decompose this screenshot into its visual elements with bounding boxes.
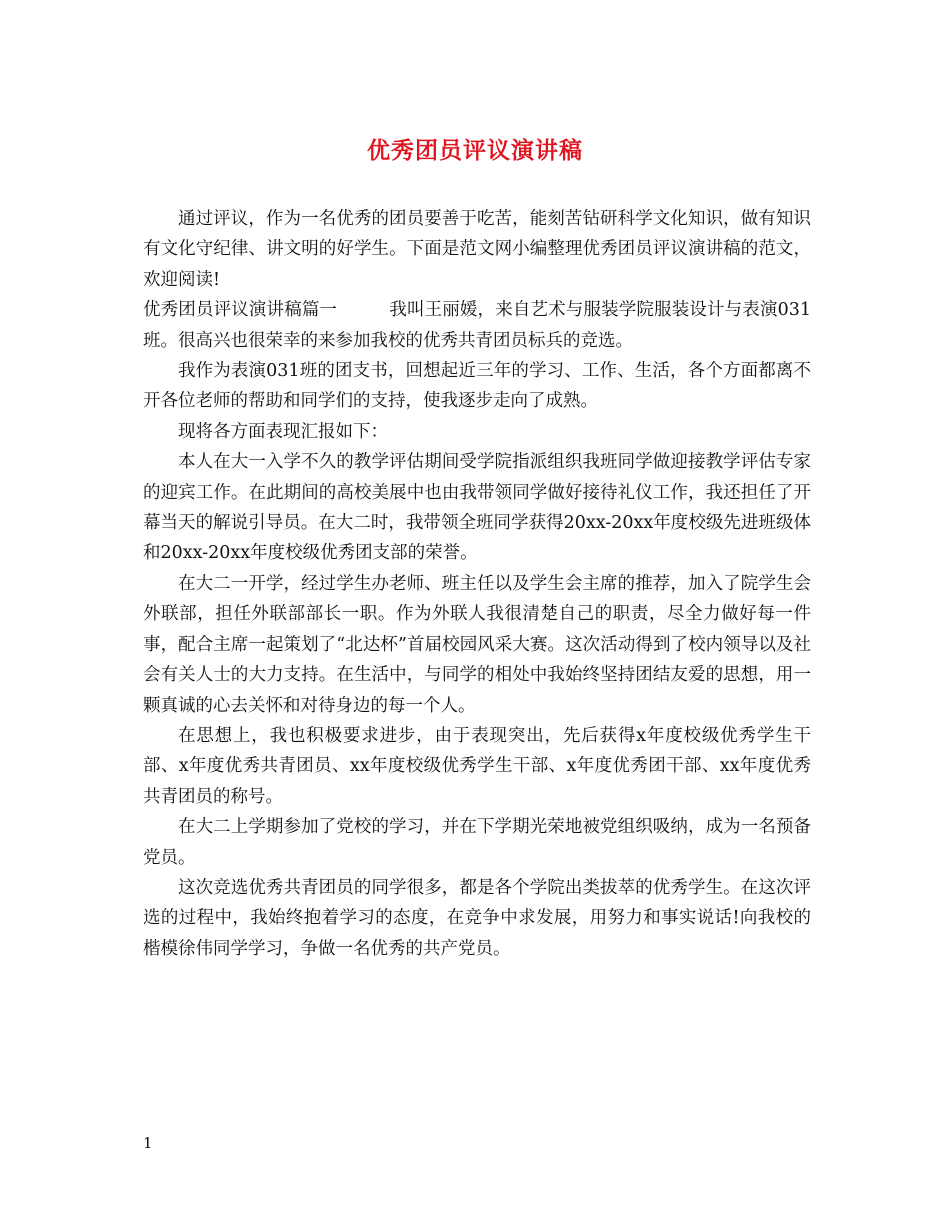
body-paragraph: 在大二上学期参加了党校的学习，并在下学期光荣地被党组织吸纳，成为一名预备党员。	[143, 817, 811, 868]
body-paragraph: 本人在大一入学不久的教学评估期间受学院指派组织我班同学做迎接教学评估专家的迎宾工作。在此期间的高校美展中也由我带领同学做好接待礼仪工作，我还担任了开幕当天的解说引导员。在大二时，我带领全班同学获得20xx-20xx年度校级先进班级体和20xx-20xx年度校级优秀团支部的荣誉。	[143, 452, 811, 564]
body-paragraph: 现将各方面表现汇报如下：	[178, 421, 388, 442]
body-paragraph: 我作为表演031班的团支书，回想起近三年的学习、工作、生活，各个方面都离不开各位老师的帮助和同学们的支持，使我逐步走向了成熟。	[143, 361, 811, 412]
intro-paragraph: 通过评议，作为一名优秀的团员要善于吃苦，能刻苦钻研科学文化知识，做有知识有文化守纪律、讲文明的好学生。下面是范文网小编整理优秀团员评议演讲稿的范文，欢迎阅读!	[143, 209, 811, 290]
section-heading-paragraph	[143, 295, 811, 356]
body-paragraph: 在思想上，我也积极要求进步，由于表现突出，先后获得x年度校级优秀学生干部、x年度优秀共青团员、xx年度校级优秀学生干部、x年度优秀团干部、xx年度优秀共青团员的称号。	[143, 725, 811, 807]
section-intro: 我叫王丽媛，来自艺术与服装学院服装设计与表演031班。很高兴也很荣幸的来参加我校的优秀共青团员标兵的竞选。	[143, 300, 812, 351]
body-paragraph: 这次竞选优秀共青团员的同学很多，都是各个学院出类拔萃的优秀学生。在这次评选的过程中，我始终抱着学习的态度，在竞争中求发展，用努力和事实说话!向我校的楷模徐伟同学学习，争做一名优秀的共产党员。	[143, 877, 811, 959]
page-number: 1	[143, 1134, 153, 1152]
document-title: 优秀团员评议演讲稿	[367, 137, 583, 164]
section-heading: 优秀团员评议演讲稿篇一	[143, 300, 338, 321]
document-body	[143, 204, 811, 964]
body-paragraph: 在大二一开学，经过学生办老师、班主任以及学生会主席的推荐，加入了院学生会外联部，担任外联部部长一职。作为外联人我很清楚自己的职责，尽全力做好每一件事，配合主席一起策划了“北达杯”首届校园风采大赛。这次活动得到了校内领导以及社会有关人士的大力支持。在生活中，与同学的相处中我始终坚持团结友爱的思想，用一颗真诚的心去关怀和对待身边的每一个人。	[143, 573, 811, 716]
